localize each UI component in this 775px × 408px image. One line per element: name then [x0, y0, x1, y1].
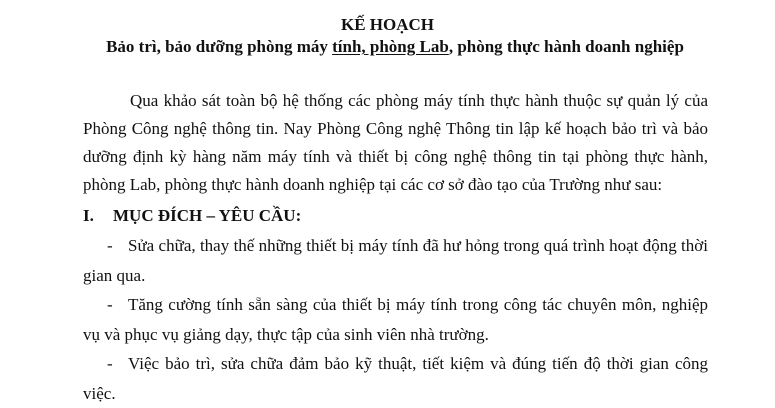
bullet-marker: - — [107, 354, 113, 373]
intro-paragraph: Qua khảo sát toàn bộ hệ thống các phòng máy tính thực hành thuộc sự quản lý của Phòng Công nghệ thông tin. Nay Phòng Công nghệ Thông tin lập kế hoạch bảo trì và bảo dưỡng định kỳ hàng năm máy tính và thiết bị công nghệ thông tin tại phòng thực hành, phòng Lab, phòng thực hành doanh nghiệp tại các cơ sở đào tạo của Trường như sau: — [83, 91, 708, 194]
list-item — [83, 290, 708, 349]
subtitle-text-end: , phòng thực hành doanh nghiệp — [448, 37, 684, 56]
bullet-marker: - — [107, 295, 113, 314]
bullet-marker: - — [107, 236, 113, 255]
section-number: I. — [83, 206, 94, 225]
document-title: KẾ HOẠCH — [340, 15, 435, 34]
document-subtitle — [0, 36, 775, 58]
bullet-text: Tăng cường tính sẵn sàng của thiết bị máy tính trong công tác chuyên môn, nghiệp vụ và phục vụ giảng dạy, thực tập của sinh viên nhà trường. — [83, 295, 708, 344]
section-heading — [83, 205, 301, 227]
subtitle-underlined-text: tính, phòng Lab — [332, 37, 449, 56]
list-item — [83, 231, 708, 290]
section-title: MỤC ĐÍCH – YÊU CẦU: — [113, 206, 302, 225]
bullet-text: Việc bảo trì, sửa chữa đảm bảo kỹ thuật, tiết kiệm và đúng tiến độ thời gian công việc. — [83, 354, 708, 403]
bullet-text: Sửa chữa, thay thế những thiết bị máy tính đã hư hỏng trong quá trình hoạt động thời gian qua. — [83, 236, 708, 285]
subtitle-text-start: Bảo trì, bảo dưỡng phòng máy — [106, 37, 333, 56]
bullet-list — [83, 231, 708, 408]
list-item — [83, 349, 708, 408]
